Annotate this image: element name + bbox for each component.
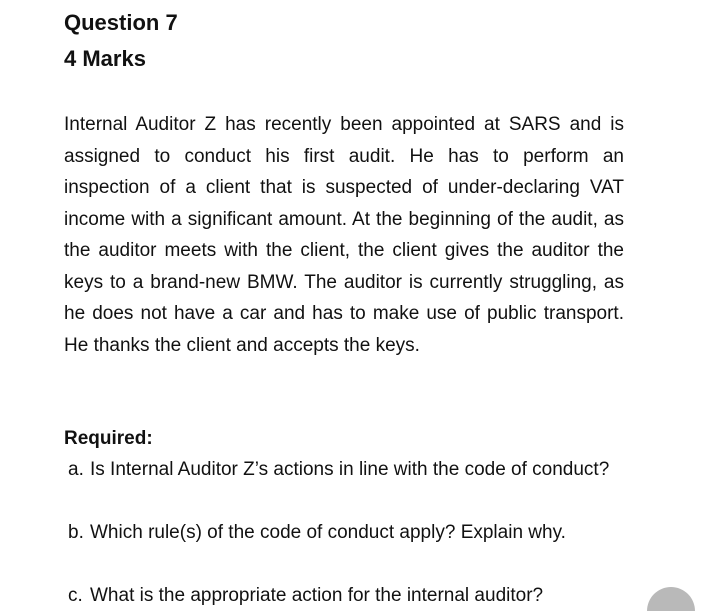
question-item-c xyxy=(68,580,624,611)
question-item-b xyxy=(68,517,624,549)
question-text: Is Internal Auditor Z’s actions in line with the code of conduct? xyxy=(90,459,610,480)
question-letter: b. xyxy=(68,522,84,543)
question-text: Which rule(s) of the code of conduct apply? Explain why. xyxy=(90,522,566,543)
scenario-paragraph: Internal Auditor Z has recently been appointed at SARS and is assigned to conduct his first audit. He has to perform an inspection of a client that is suspected of under-declaring VAT income with a significant amount. At the beginning of the audit, as the auditor meets with the client, the client gives the auditor the keys to a brand-new BMW. The auditor is currently struggling, as he does not have a car and has to make use of public transport. He thanks the client and accepts the keys. xyxy=(64,114,624,356)
question-title: Question 7 xyxy=(64,10,178,35)
question-text: What is the appropriate action for the internal auditor? xyxy=(90,585,544,606)
question-letter: c. xyxy=(68,585,83,606)
required-heading: Required: xyxy=(64,428,153,449)
scroll-button[interactable] xyxy=(647,587,695,611)
question-letter: a. xyxy=(68,459,84,480)
marks-label: 4 Marks xyxy=(64,46,146,71)
question-item-a xyxy=(68,454,624,486)
